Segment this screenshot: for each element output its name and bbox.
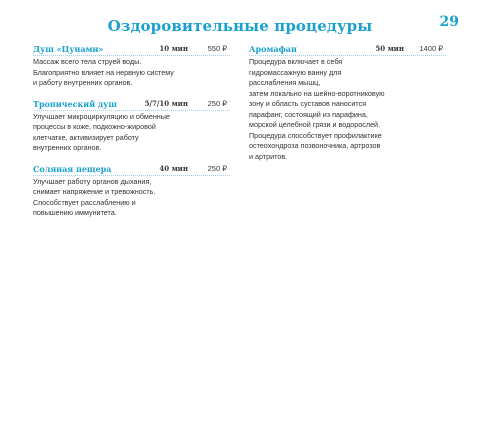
description-line: парафанг, состоящий из парафина, xyxy=(249,109,368,119)
description-line: снимает напряжение и тревожность. xyxy=(33,187,156,196)
right-column xyxy=(249,43,446,171)
procedure-price: 550 ₽ xyxy=(207,44,227,53)
procedure-duration: 5/7/10 мин xyxy=(144,98,188,108)
procedure-header xyxy=(33,163,230,176)
description-line: внутренних органов. xyxy=(33,143,102,152)
procedure-name: Тропический душ xyxy=(33,98,117,109)
left-column xyxy=(33,43,230,228)
procedure-item xyxy=(33,98,230,154)
procedure-name: Соляная пещера xyxy=(33,163,112,174)
procedure-price: 1400 ₽ xyxy=(419,44,443,53)
procedure-description xyxy=(33,112,203,154)
description-line: гидромассажную ванну для xyxy=(249,67,342,77)
description-line: остеохондроза позвоночника, артрозов xyxy=(249,141,381,150)
procedure-description xyxy=(33,57,203,89)
procedure-description xyxy=(249,57,419,162)
page-title: Оздоровительные процедуры xyxy=(107,17,373,35)
description-line: повышению иммунитета. xyxy=(33,208,117,217)
procedure-name: Душ «Цунами» xyxy=(33,44,104,54)
procedure-price: 250 ₽ xyxy=(207,98,227,108)
procedure-header xyxy=(33,43,230,56)
page-number: 29 xyxy=(439,14,459,30)
description-line: и артритов. xyxy=(249,151,288,161)
procedure-duration: 10 мин xyxy=(159,44,188,53)
procedure-item xyxy=(249,43,446,162)
description-line: морской целебной грязи и водорослей. xyxy=(249,120,381,129)
description-line: Улучшает микроциркуляцию и обменные xyxy=(33,111,170,121)
procedure-header xyxy=(249,43,446,56)
description-line: Способствует расслаблению и xyxy=(33,197,136,207)
procedure-duration: 40 мин xyxy=(159,163,188,173)
procedure-item xyxy=(33,43,230,89)
description-line: расслабления мышц, xyxy=(249,78,321,87)
procedure-header xyxy=(33,98,230,111)
description-line: Процедура включает в себя xyxy=(249,57,343,66)
procedure-item xyxy=(33,163,230,219)
description-line: процессы в коже, подкожно-жировой xyxy=(33,122,156,131)
procedure-description xyxy=(33,177,203,219)
procedure-name: Аромафан xyxy=(249,44,297,54)
procedure-price: 250 ₽ xyxy=(207,163,227,173)
description-line: и работу внутренних органов. xyxy=(33,78,133,87)
description-line: затем локально на шейно-воротниковую xyxy=(249,88,385,98)
procedure-duration: 50 мин xyxy=(375,44,404,53)
description-line: зону и область суставов наносится xyxy=(249,99,367,108)
description-line: Массаж всего тела струей воды. xyxy=(33,57,142,66)
description-line: Процедура способствует профилактике xyxy=(249,130,382,140)
description-line: Благоприятно влияет на нервную систему xyxy=(33,67,174,77)
description-line: клетчатке, активизирует работу xyxy=(33,132,139,142)
description-line: Улучшает работу органов дыхания, xyxy=(33,176,152,186)
